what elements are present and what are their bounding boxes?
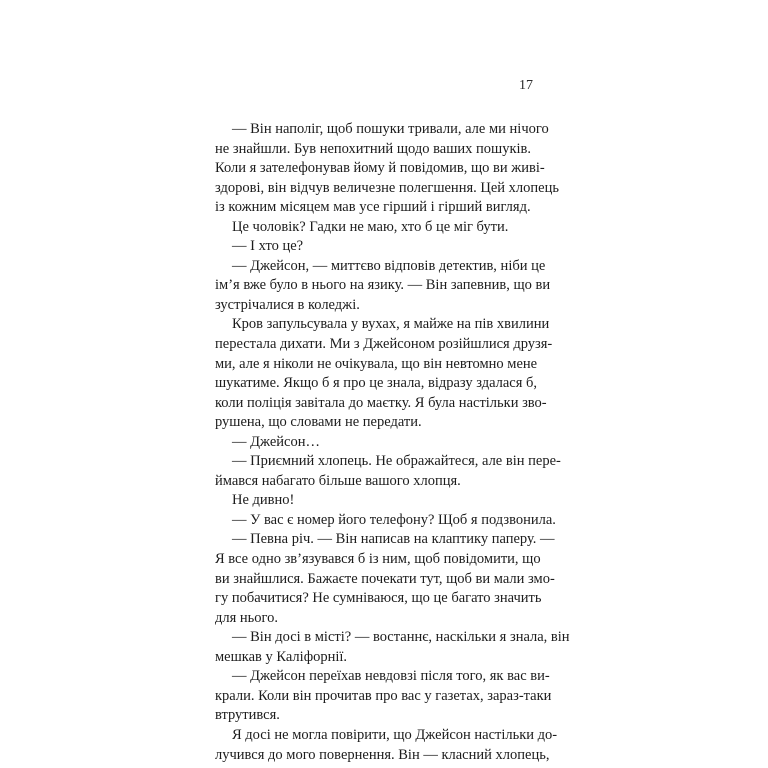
- text-line: — І хто це?: [232, 238, 304, 255]
- text-line: — Джейсон переїхав невдовзі після того, як вас ви-: [232, 668, 550, 685]
- text-line: із кожним місяцем мав усе гірший і гірший вигляд.: [215, 199, 531, 216]
- text-line: ви знайшлися. Бажаєте почекати тут, щоб ви мали змо-: [215, 570, 555, 587]
- text-line: — У вас є номер його телефону? Щоб я подзвонила.: [232, 511, 556, 528]
- text-line: Кров запульсувала у вухах, я майже на пів хвилини: [232, 316, 550, 333]
- text-line: втрутився.: [215, 707, 280, 724]
- text-line: Коли я зателефонував йому й повідомив, що ви живі-: [215, 160, 545, 177]
- text-line: коли поліція завітала до маєтку. Я була настільки зво-: [215, 394, 547, 411]
- text-line: шукатиме. Якщо б я про це знала, відразу здалася б,: [215, 375, 538, 392]
- body-text: [215, 120, 570, 765]
- text-line: мешкав у Каліфорнії.: [215, 648, 348, 665]
- text-line: — Джейсон, — миттєво відповів детектив, ніби це: [232, 257, 546, 274]
- text-line: ми, але я ніколи не очікувала, що він невтомно мене: [215, 355, 538, 372]
- text-line: рушена, що словами не передати.: [215, 414, 422, 431]
- text-line: ймався набагато більше вашого хлопця.: [215, 472, 461, 489]
- text-line: Це чоловік? Гадки не маю, хто б це міг бути.: [232, 218, 509, 235]
- page-number: 17: [519, 78, 533, 93]
- text-line: — Він наполіг, щоб пошуки тривали, але ми нічого: [232, 121, 549, 137]
- text-line: Я все одно зв’язувався б із ним, щоб повідомити, що: [215, 551, 541, 568]
- text-line: крали. Коли він прочитав про вас у газетах, зараз-таки: [215, 687, 552, 704]
- text-line: перестала дихати. Ми з Джейсоном розійшлися друзя-: [215, 336, 553, 353]
- text-line: Я досі не могла повірити, що Джейсон настільки до-: [232, 726, 558, 743]
- text-line: — Певна річ. — Він написав на клаптику паперу. —: [232, 531, 555, 548]
- text-line: — Він досі в місті? — востаннє, наскільки я знала, він: [232, 629, 570, 646]
- text-line: ім’я вже було в нього на язику. — Він запевнив, що ви: [215, 277, 551, 294]
- text-line: зустрічалися в коледжі.: [215, 296, 360, 313]
- text-line: не знайшли. Був непохитний щодо ваших пошуків.: [215, 140, 531, 157]
- text-line: лучився до мого повернення. Він — класний хлопець,: [215, 746, 550, 763]
- text-line: для нього.: [215, 609, 278, 626]
- text-line: здорові, він відчув величезне полегшення. Цей хлопець: [215, 179, 559, 196]
- text-line: Не дивно!: [232, 492, 295, 509]
- text-line: гу побачитися? Не сумніваюся, що це багато значить: [215, 590, 542, 607]
- text-line: — Джейсон…: [232, 433, 320, 450]
- text-line: — Приємний хлопець. Не ображайтеся, але він пере-: [232, 453, 561, 470]
